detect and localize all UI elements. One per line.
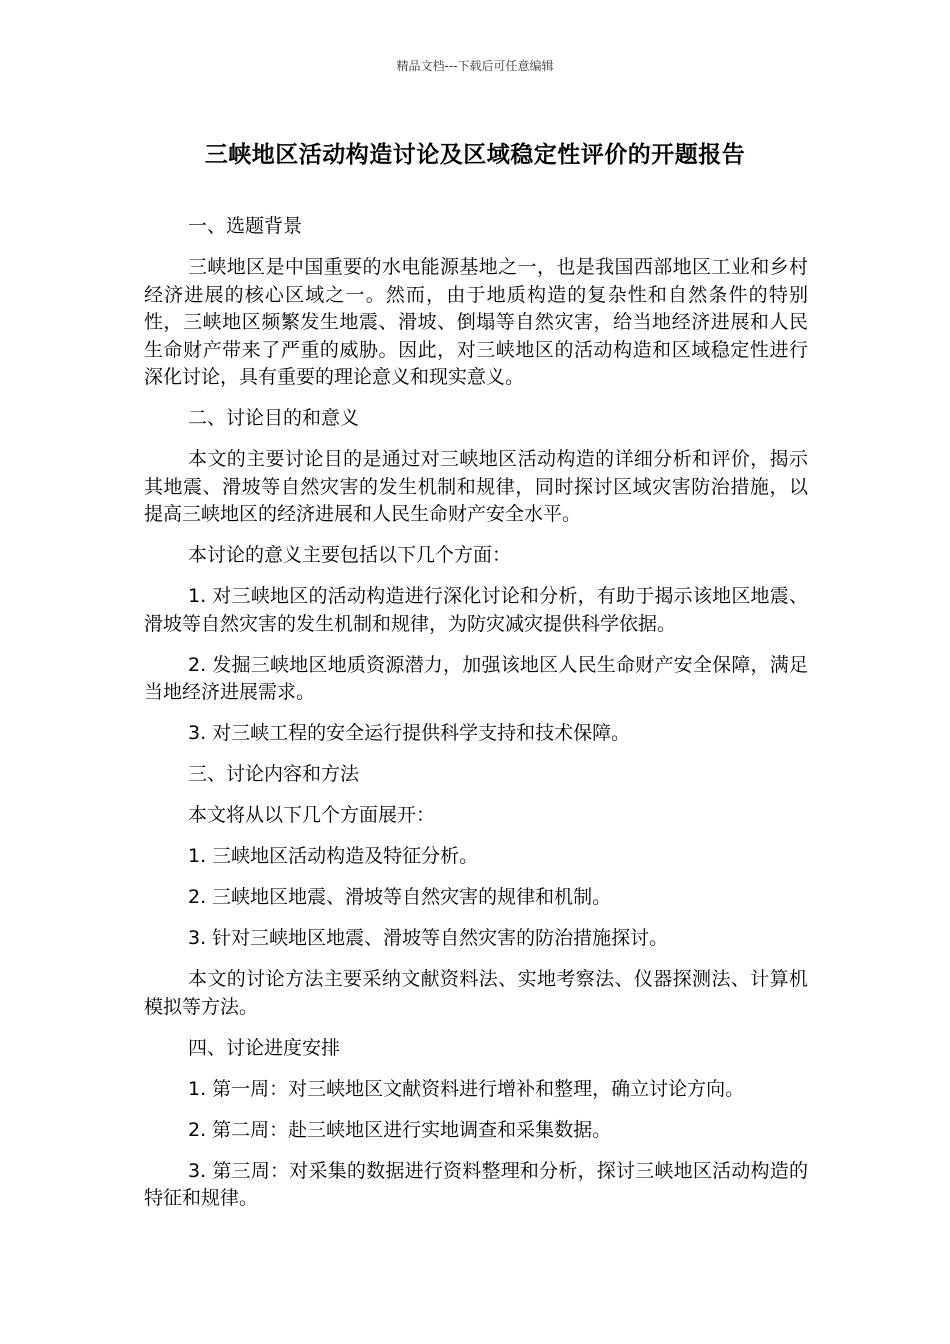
list-item: 3. 对三峡工程的安全运行提供科学支持和技术保障。 — [188, 722, 631, 744]
list-item: 2. 第二周：赴三峡地区进行实地调查和采集数据。 — [188, 1118, 612, 1141]
list-item: 1. 第一周：对三峡地区文献资料进行增补和整理，确立讨论方向。 — [188, 1077, 745, 1100]
section-heading: 四、讨论进度安排 — [188, 1036, 341, 1059]
list-item: 2. 三峡地区地震、滑坡等自然灾害的规律和机制。 — [188, 886, 612, 908]
paragraph: 本讨论的意义主要包括以下几个方面： — [188, 544, 512, 566]
section-heading: 三、讨论内容和方法 — [188, 763, 360, 785]
section-heading: 二、讨论目的和意义 — [188, 407, 360, 429]
list-item: 1. 三峡地区活动构造及特征分析。 — [188, 845, 479, 867]
paragraph: 本文的讨论方法主要采纳文献资料法、实地考察法、仪器探测法、计算机模拟等方法。 — [144, 968, 808, 1018]
paragraph: 三峡地区是中国重要的水电能源基地之一，也是我国西部地区工业和乡村经济进展的核心区域之一。然而，由于地质构造的复杂性和自然条件的特别性，三峡地区频繁发生地震、滑坡、倒塌等自然灾害，给当地经济进展和人民生命财产带来了严重的威胁。因此，对三峡地区的活动构造和区域稳定性进行深化讨论，具有重要的理论意义和现实意义。 — [144, 256, 808, 388]
paragraph: 本文将从以下几个方面展开： — [188, 804, 436, 826]
paragraph: 本文的主要讨论目的是通过对三峡地区活动构造的详细分析和评价，揭示其地震、滑坡等自然灾害的发生机制和规律，同时探讨区域灾害防治措施，以提高三峡地区的经济进展和人民生命财产安全水平。 — [144, 448, 808, 525]
page-header: 精品文档---下载后可任意编辑 — [396, 59, 554, 73]
list-item: 3. 针对三峡地区地震、滑坡等自然灾害的防治措施探讨。 — [188, 927, 669, 949]
document-title: 三峡地区活动构造讨论及区域稳定性评价的开题报告 — [204, 142, 746, 168]
list-item: 1. 对三峡地区的活动构造进行深化讨论和分析，有助于揭示该地区地震、滑坡等自然灾害的发生机制和规律，为防灾减灾提供科学依据。 — [144, 585, 808, 635]
section-heading: 一、选题背景 — [188, 215, 303, 237]
list-item: 3. 第三周：对采集的数据进行资料整理和分析，探讨三峡地区活动构造的特征和规律。 — [144, 1159, 808, 1209]
document-body — [144, 213, 808, 1226]
list-item: 2. 发掘三峡地区地质资源潜力，加强该地区人民生命财产安全保障，满足当地经济进展需求。 — [144, 653, 808, 703]
